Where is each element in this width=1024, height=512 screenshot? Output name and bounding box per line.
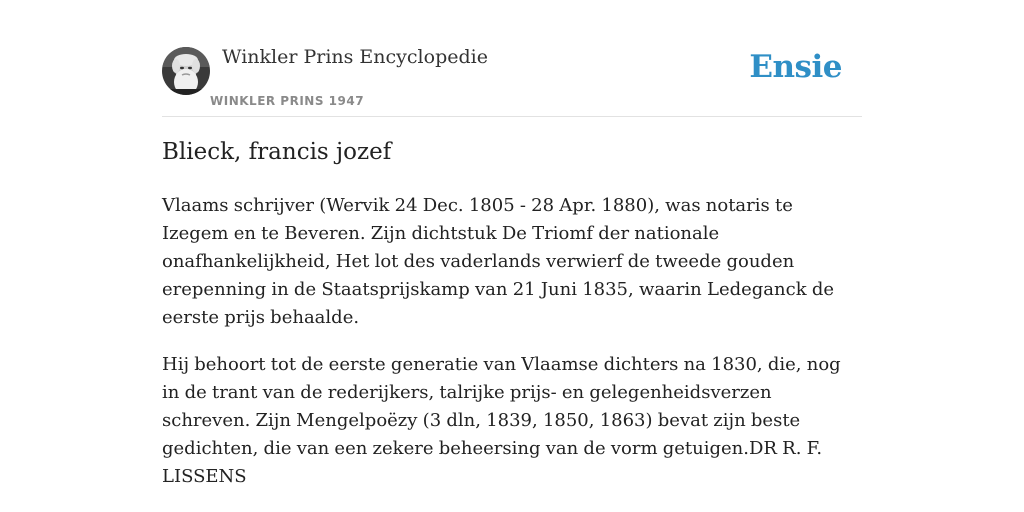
brand-logo[interactable]: Ensie — [749, 49, 842, 85]
article-title: Blieck, francis jozef — [162, 139, 392, 165]
article-body — [162, 192, 862, 510]
source-title[interactable]: Winkler Prins Encyclopedie — [222, 46, 488, 68]
source-avatar-icon[interactable] — [162, 47, 210, 95]
article-paragraph: Hij behoort tot de eerste generatie van Vlaamse dichters na 1830, die, nog in de trant van de rederijkers, talrijke prijs- en gelegenheidsverzen schreven. Zijn Mengelpoëzy (3 dln, 1839, 1850, 1863) bevat zijn beste gedichten, die van een zekere beheersing van de vorm getuigen.DR R. F. LISSENS — [162, 354, 841, 487]
article-paragraph: Vlaams schrijver (Wervik 24 Dec. 1805 - 28 Apr. 1880), was notaris te Izegem en te Beveren. Zijn dichtstuk De Triomf der nationale onafhankelijkheid, Het lot des vaderlands verwierf de tweede gouden erepenning in de Staatsprijskamp van 21 Juni 1835, waarin Ledeganck de eerste prijs behaalde. — [162, 195, 835, 328]
source-header — [162, 44, 862, 117]
source-subtitle: WINKLER PRINS 1947 — [210, 94, 365, 108]
portrait-avatar-icon — [162, 47, 210, 95]
